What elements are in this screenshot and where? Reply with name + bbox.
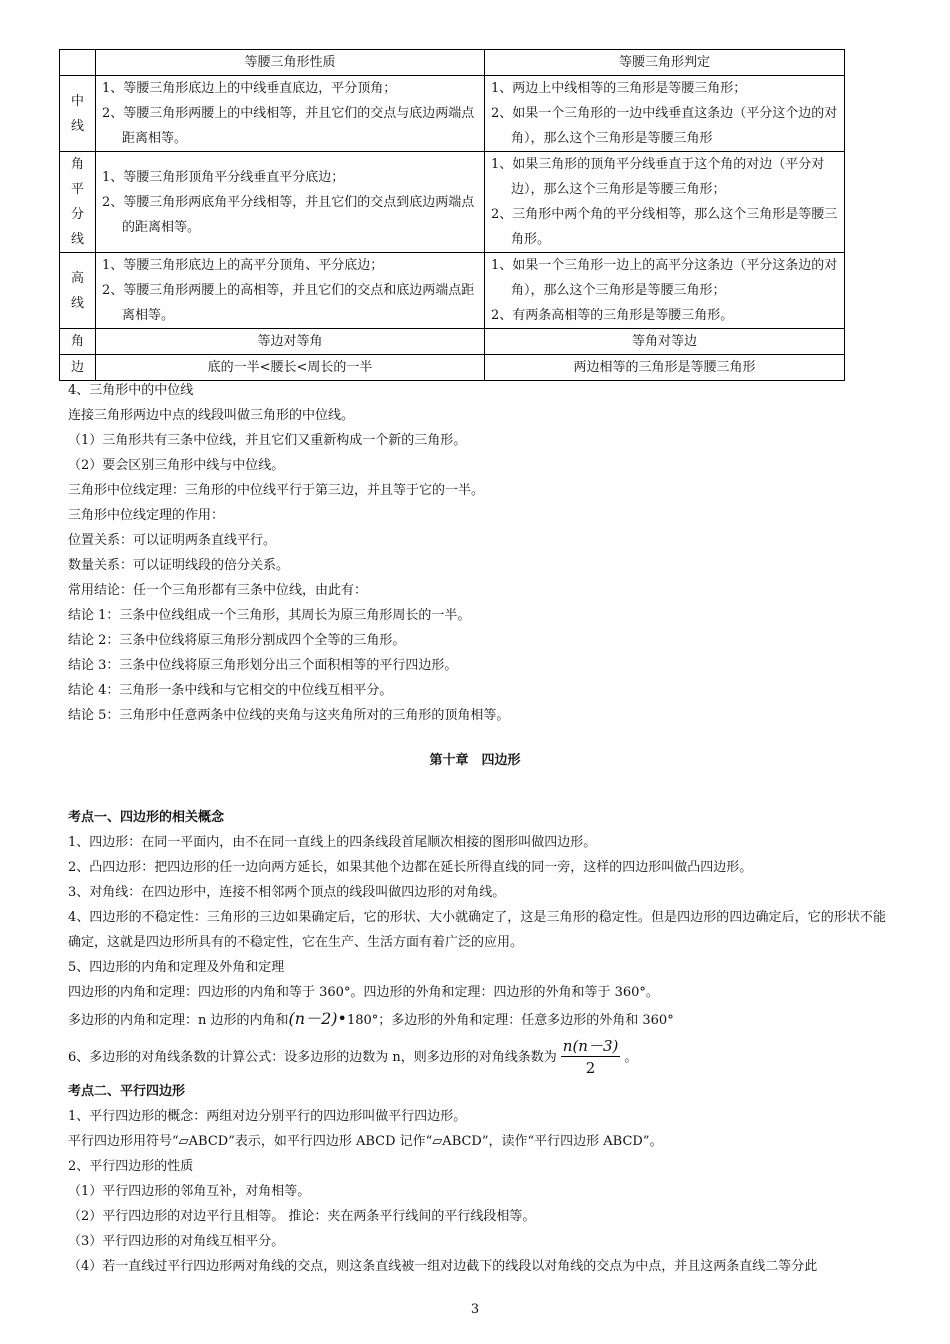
text-line: （4）若一直线过平行四边形两对角线的交点，则这条直线被一组对边截下的线段以对角线的交点为中点，并且这两条直线二等分此 — [68, 1259, 818, 1274]
properties-cell: 底的一半<腰长<周长的一半 — [96, 355, 485, 381]
text-line: 结论 2：三条中位线将原三角形分割成四个全等的三角形。 — [68, 633, 406, 648]
list-item: 2、有两条高相等的三角形是等腰三角形。 — [491, 308, 734, 323]
row-head-char: 角 — [70, 157, 84, 172]
list-item: 1、等腰三角形底边上的中线垂直底边，平分顶角； — [102, 81, 397, 96]
row-head-char: 中 — [70, 93, 84, 109]
text-line: 三角形中位线定理：三角形的中位线平行于第三边，并且等于它的一半。 — [68, 483, 485, 498]
column-header-judgement: 等腰三角形判定 — [485, 50, 845, 76]
list-item: 1、等腰三角形顶角平分线垂直平分底边； — [102, 169, 345, 185]
text-line: 常用结论：任一个三角形都有三条中位线，由此有： — [68, 583, 368, 598]
text-line: 结论 1：三条中位线组成一个三角形，其周长为原三角形周长的一半。 — [68, 608, 471, 623]
list-item: 2、如果一个三角形的一边中线垂直这条边（平分这个边的对角），那么这个三角形是等腰三角形 — [491, 106, 838, 146]
fraction-denominator: 2 — [585, 1059, 596, 1077]
paragraph: 4、四边形的不稳定性：三角形的三边如果确定后，它的形状、大小就确定了，这是三角形的稳定性。但是四边形的四边确定后，它的形状不能确定，这就是四边形所具有的不稳定性，它在生产、生活方面有着广泛的应用。 — [68, 910, 886, 950]
table-row-angle-bisector — [60, 152, 845, 253]
table-row-side — [60, 355, 845, 381]
midline-section — [68, 378, 888, 728]
row-head-angle: 角 — [60, 329, 96, 355]
list-item: 2、等腰三角形两底角平分线相等，并且它们的交点到底边两端点的距离相等。 — [102, 194, 475, 235]
text-line: （1）三角形共有三条中位线，并且它们又重新构成一个新的三角形。 — [68, 433, 467, 448]
judgement-cell — [485, 76, 845, 152]
row-head-char: 高 — [70, 270, 84, 286]
text-line: 三角形中位线定理的作用： — [68, 508, 225, 523]
page-number: 3 — [470, 1302, 480, 1317]
section-parallelogram — [68, 1079, 886, 1279]
text-line: 2、凸四边形：把四边形的任一边向两方延长，如果其他个边都在延长所得直线的同一旁，这样的四边形叫做凸四边形。 — [68, 860, 753, 875]
text-line: 位置关系：可以证明两条直线平行。 — [68, 533, 277, 548]
fraction-formula — [561, 1036, 621, 1079]
text-span: 180°；多边形的外角和定理：任意多边形的外角和 360° — [346, 1013, 674, 1028]
text-line: 四边形的内角和定理：四边形的内角和等于 360°。四边形的外角和定理：四边形的外角和等于 360°。 — [68, 985, 659, 1000]
list-item: 1、两边上中线相等的三角形是等腰三角形； — [491, 81, 747, 96]
row-head-side: 边 — [60, 355, 96, 381]
text-line: 数量关系：可以证明线段的倍分关系。 — [68, 558, 290, 573]
row-head-char: 分 — [70, 207, 84, 222]
row-head-char: 平 — [70, 182, 84, 197]
text-line: 1、四边形：在同一平面内，由不在同一直线上的四条线段首尾顺次相接的图形叫做四边形。 — [68, 835, 597, 850]
properties-cell — [96, 76, 485, 152]
fraction-numerator: n(n－3) — [562, 1037, 619, 1055]
text-line: 4、三角形中的中位线 — [68, 383, 194, 398]
row-head-char: 线 — [70, 232, 84, 247]
section-quadrilateral-concepts — [68, 805, 886, 1083]
judgement-cell — [485, 152, 845, 253]
list-item: 2、等腰三角形两腰上的中线相等，并且它们的交点与底边两端点距离相等。 — [102, 106, 475, 146]
row-head-char: 线 — [70, 295, 84, 311]
table-row-angle — [60, 329, 845, 355]
text-line: （3）平行四边形的对角线互相平分。 — [68, 1234, 285, 1249]
text-line: 1、平行四边形的概念：两组对边分别平行的四边形叫做平行四边形。 — [68, 1109, 467, 1124]
polygon-angle-sum-line — [68, 1005, 886, 1035]
text-line: 3、对角线：在四边形中，连接不相邻两个顶点的线段叫做四边形的对角线。 — [68, 885, 506, 900]
section-heading: 考点二、平行四边形 — [68, 1084, 186, 1099]
judgement-cell — [485, 253, 845, 329]
judgement-cell: 等角对等边 — [485, 329, 845, 355]
text-line: （2）要会区别三角形中线与中位线。 — [68, 458, 285, 473]
row-head-altitude — [60, 253, 96, 329]
text-line: 结论 4：三角形一条中线和与它相交的中位线互相平分。 — [68, 683, 393, 698]
text-line: （1）平行四边形的邻角互补，对角相等。 — [68, 1184, 311, 1199]
text-span: 多边形的内角和定理：n 边形的内角和 — [68, 1013, 289, 1028]
row-head-median — [60, 76, 96, 152]
text-line: （2）平行四边形的对边平行且相等。 推论：夹在两条平行线间的平行线段相等。 — [68, 1209, 536, 1224]
chapter-title: 第十章 四边形 — [429, 753, 521, 768]
text-line: 5、四边形的内角和定理及外角和定理 — [68, 960, 285, 975]
table-row-altitude — [60, 253, 845, 329]
list-item: 2、等腰三角形两腰上的高相等，并且它们的交点和底边两端点距离相等。 — [102, 283, 475, 323]
properties-cell — [96, 152, 485, 253]
text-line: 平行四边形用符号“▱ABCD”表示，如平行四边形 ABCD 记作“▱ABCD”，读作“平行四边形 ABCD”。 — [68, 1134, 663, 1149]
text-span: 。 — [624, 1050, 638, 1065]
row-head-angle-bisector — [60, 152, 96, 253]
list-item: 1、如果三角形的顶角平分线垂直于这个角的对边（平分对边），那么这个三角形是等腰三角形； — [491, 157, 825, 197]
row-head-char: 线 — [70, 118, 84, 134]
column-header-properties: 等腰三角形性质 — [96, 50, 485, 76]
table-corner-cell — [60, 50, 96, 76]
table-row-median — [60, 76, 845, 152]
text-line: 连接三角形两边中点的线段叫做三角形的中位线。 — [68, 408, 355, 423]
properties-cell: 等边对等角 — [96, 329, 485, 355]
judgement-cell: 两边相等的三角形是等腰三角形 — [485, 355, 845, 381]
diagonal-count-line — [68, 1035, 886, 1083]
section-heading: 考点一、四边形的相关概念 — [68, 810, 225, 825]
text-span: 6、多边形的对角线条数的计算公式：设多边形的边数为 n，则多边形的对角线条数为 — [68, 1050, 557, 1065]
properties-cell — [96, 253, 485, 329]
text-line: 2、平行四边形的性质 — [68, 1159, 194, 1174]
text-line: 结论 3：三条中位线将原三角形划分出三个面积相等的平行四边形。 — [68, 658, 458, 673]
isosceles-triangle-table — [59, 49, 845, 381]
text-line: 结论 5：三角形中任意两条中位线的夹角与这夹角所对的三角形的顶角相等。 — [68, 708, 510, 723]
list-item: 1、等腰三角形底边上的高平分顶角、平分底边； — [102, 258, 384, 273]
table-header-row — [60, 50, 845, 76]
formula: (n－2)• — [288, 1009, 347, 1028]
list-item: 1、如果一个三角形一边上的高平分这条边（平分这条边的对角），那么这个三角形是等腰三角形； — [491, 258, 838, 298]
list-item: 2、三角形中两个角的平分线相等，那么这个三角形是等腰三角形。 — [491, 207, 838, 247]
